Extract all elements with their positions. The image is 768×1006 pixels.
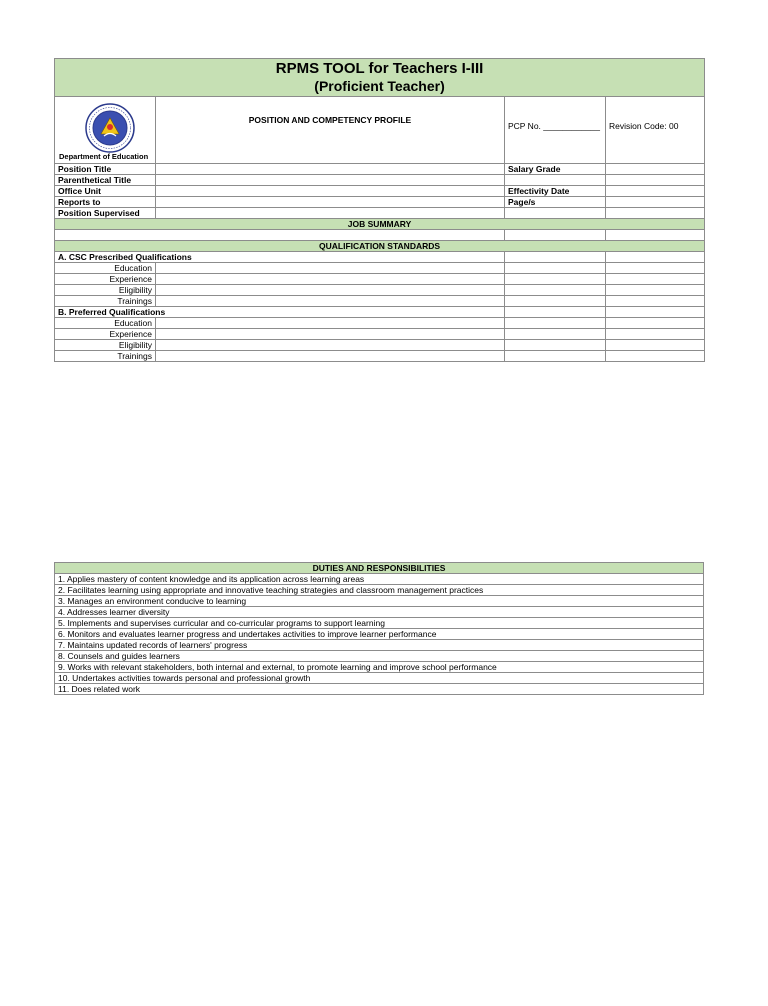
deped-seal-icon: [85, 103, 135, 153]
duty-item: 2. Facilitates learning using appropriate and innovative teaching strategies and classroom management practices: [55, 585, 704, 596]
qualification-standards-header: [55, 241, 705, 252]
qualification-row: [55, 274, 705, 285]
qualification-row: [55, 296, 705, 307]
duty-row: [55, 662, 704, 673]
duties-heading: DUTIES AND RESPONSIBILITIES: [55, 563, 704, 574]
position-supervised-value: [156, 208, 505, 219]
duties-table: [54, 562, 704, 695]
experience-label: Experience: [55, 329, 156, 340]
position-profile-table: [54, 58, 705, 362]
duty-item: 6. Monitors and evaluates learner progress and undertakes activities to improve learner performance: [55, 629, 704, 640]
duty-item: 7. Maintains updated records of learners' progress: [55, 640, 704, 651]
duty-row: [55, 618, 704, 629]
duty-item: 5. Implements and supervises curricular and co-curricular programs to support learning: [55, 618, 704, 629]
blank-cell: [505, 285, 606, 296]
blank-cell: [505, 274, 606, 285]
parenthetical-title-label: Parenthetical Title: [55, 175, 156, 186]
job-summary-value: [55, 230, 505, 241]
duty-item: 11. Does related work: [55, 684, 704, 695]
experience-label: Experience: [55, 274, 156, 285]
department-label: Department of Education: [59, 152, 149, 161]
form-title: RPMS TOOL for Teachers I-III: [275, 60, 484, 77]
blank-cell: [505, 230, 606, 241]
duty-row: [55, 651, 704, 662]
position-row: [55, 164, 705, 175]
blank-cell: [505, 263, 606, 274]
blank-cell: [505, 351, 606, 362]
blank-cell: [505, 318, 606, 329]
duty-row: [55, 640, 704, 651]
experience-value: [156, 274, 505, 285]
position-row: [55, 197, 705, 208]
education-value: [156, 263, 505, 274]
blank-cell: [606, 307, 705, 318]
salary-grade-value: [606, 164, 705, 175]
preferred-heading-row: [55, 307, 705, 318]
education-label: Education: [55, 318, 156, 329]
effectivity-date-label: Effectivity Date: [505, 186, 606, 197]
eligibility-value: [156, 285, 505, 296]
trainings-value: [156, 351, 505, 362]
duty-row: [55, 673, 704, 684]
blank-cell: [505, 329, 606, 340]
qualification-row: [55, 318, 705, 329]
blank-cell: [505, 208, 606, 219]
profile-header-row: [55, 97, 705, 164]
blank-cell: [505, 340, 606, 351]
blank-cell: [606, 296, 705, 307]
duty-item: 3. Manages an environment conducive to learning: [55, 596, 704, 607]
effectivity-date-value: [606, 186, 705, 197]
blank-cell: [606, 208, 705, 219]
qualification-row: [55, 351, 705, 362]
duty-item: 9. Works with relevant stakeholders, both internal and external, to promote learning and improve school performance: [55, 662, 704, 673]
blank-cell: [606, 274, 705, 285]
duty-row: [55, 585, 704, 596]
blank-cell: [606, 252, 705, 263]
duty-row: [55, 629, 704, 640]
experience-value: [156, 329, 505, 340]
blank-cell: [606, 329, 705, 340]
duties-list: [55, 574, 704, 695]
revision-code-label: Revision Code: 00: [606, 97, 705, 164]
duty-row: [55, 574, 704, 585]
job-summary-header: [55, 219, 705, 230]
education-value: [156, 318, 505, 329]
blank-cell: [505, 296, 606, 307]
blank-value: [606, 175, 705, 186]
blank-cell: [606, 318, 705, 329]
position-title-value: [156, 164, 505, 175]
eligibility-value: [156, 340, 505, 351]
position-row: [55, 186, 705, 197]
blank-cell: [505, 252, 606, 263]
duty-row: [55, 596, 704, 607]
pages-value: [606, 197, 705, 208]
preferred-qualifications-heading: B. Preferred Qualifications: [55, 307, 505, 318]
office-unit-label: Office Unit: [55, 186, 156, 197]
position-row: [55, 208, 705, 219]
job-summary-row: [55, 230, 705, 241]
duty-row: [55, 684, 704, 695]
duty-row: [55, 607, 704, 618]
eligibility-label: Eligibility: [55, 340, 156, 351]
eligibility-label: Eligibility: [55, 285, 156, 296]
blank-cell: [505, 307, 606, 318]
office-unit-value: [156, 186, 505, 197]
form-subtitle: (Proficient Teacher): [314, 78, 445, 94]
duties-header: [55, 563, 704, 574]
qualification-row: [55, 285, 705, 296]
position-title-label: Position Title: [55, 164, 156, 175]
blank-label: [505, 175, 606, 186]
salary-grade-label: Salary Grade: [505, 164, 606, 175]
blank-cell: [606, 285, 705, 296]
position-supervised-label: Position Supervised: [55, 208, 156, 219]
reports-to-value: [156, 197, 505, 208]
title-row: [55, 59, 705, 97]
duty-item: 1. Applies mastery of content knowledge and its application across learning areas: [55, 574, 704, 585]
csc-heading-row: [55, 252, 705, 263]
duty-item: 4. Addresses learner diversity: [55, 607, 704, 618]
profile-title: POSITION AND COMPETENCY PROFILE: [156, 97, 505, 164]
qualification-row: [55, 329, 705, 340]
parenthetical-title-value: [156, 175, 505, 186]
qualification-standards-heading: QUALIFICATION STANDARDS: [55, 241, 705, 252]
qualification-row: [55, 263, 705, 274]
pages-label: Page/s: [505, 197, 606, 208]
reports-to-label: Reports to: [55, 197, 156, 208]
csc-qualifications-heading: A. CSC Prescribed Qualifications: [55, 252, 505, 263]
education-label: Education: [55, 263, 156, 274]
blank-cell: [606, 263, 705, 274]
duty-item: 10. Undertakes activities towards personal and professional growth: [55, 673, 704, 684]
trainings-label: Trainings: [55, 351, 156, 362]
trainings-label: Trainings: [55, 296, 156, 307]
duty-item: 8. Counsels and guides learners: [55, 651, 704, 662]
position-row: [55, 175, 705, 186]
qualification-row: [55, 340, 705, 351]
blank-cell: [606, 230, 705, 241]
trainings-value: [156, 296, 505, 307]
job-summary-heading: JOB SUMMARY: [55, 219, 705, 230]
blank-cell: [606, 351, 705, 362]
pcp-number-label: PCP No. ____________: [505, 97, 606, 164]
blank-cell: [606, 340, 705, 351]
